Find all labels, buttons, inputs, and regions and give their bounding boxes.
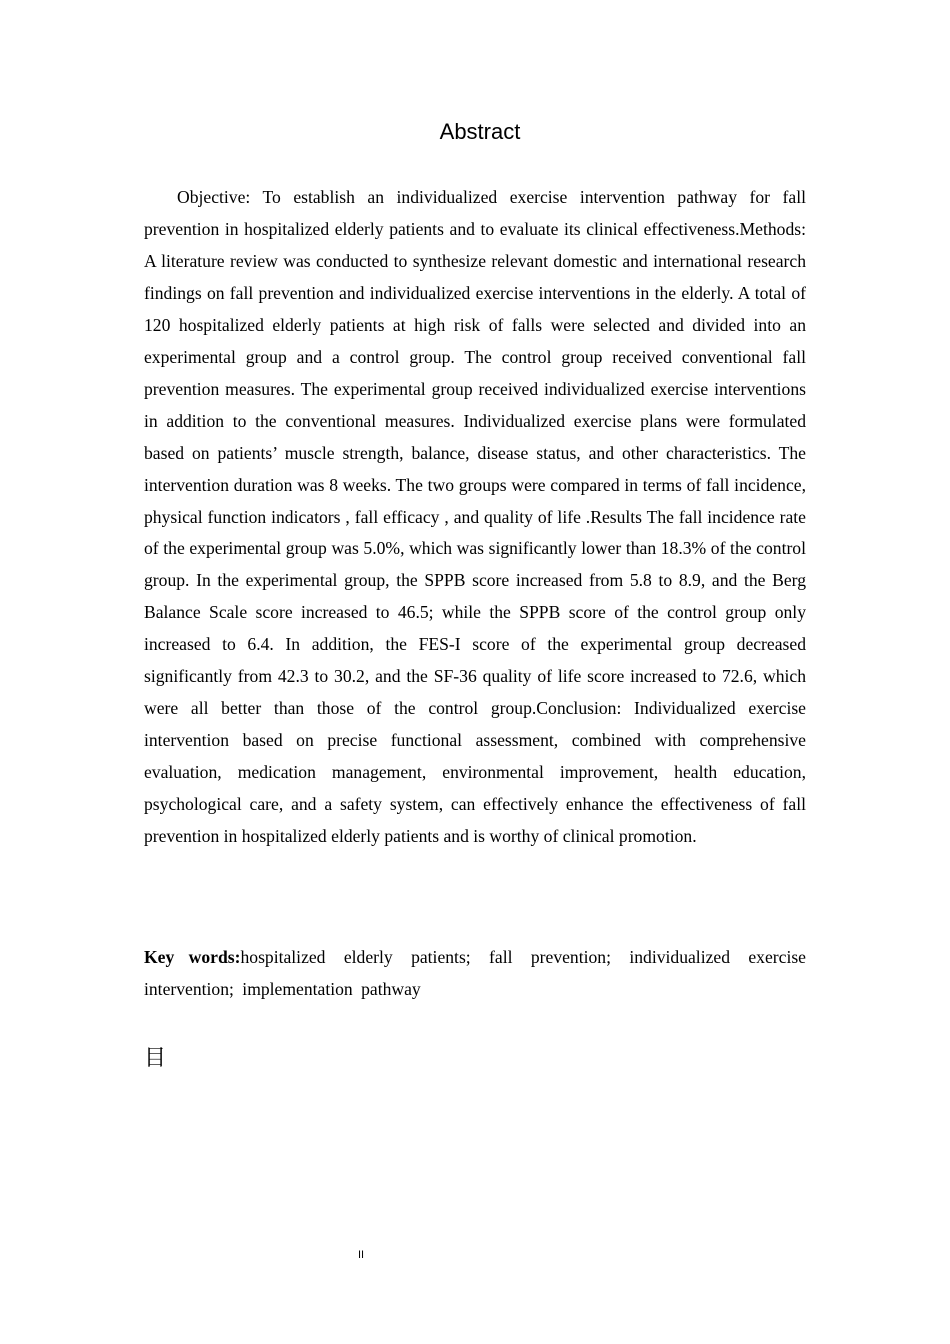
abstract-body: Objective: To establish an individualized exercise intervention pathway for fall prevention in hospitalized elderly patients and to evaluate its clinical effectiveness.Methods: A literature review was conducted to synthesize relevant domestic and international research findings on fall prevention and individualized exercise interventions in the elderly. A total of 120 hospitalized elderly patients at high risk of falls were selected and divided into an experimental group and a control group. The control group received conventional fall prevention measures. The experimental group received individualized exercise interventions in addition to the conventional measures. Individualized exercise plans were formulated based on patients’ muscle strength, balance, disease status, and other characteristics. The intervention duration was 8 weeks. The two groups were compared in terms of fall incidence, physical function indicators , fall efficacy , and quality of life .Results The fall incidence rate of the experimental group was 5.0%, which was significantly lower than 18.3% of the control group. In the experimental group, the SPPB score increased from 5.8 to 8.9, and the Berg Balance Scale score increased to 46.5; while the SPPB score of the control group only increased to 6.4. In addition, the FES-I score of the experimental group decreased significantly from 42.3 to 30.2, and the SF-36 quality of life score increased to 72.6, which were all better than those of the control group.Conclusion: Individualized exercise intervention based on precise functional assessment, combined with comprehensive evaluation, medication management, environmental improvement, health education, psychological care, and a safety system, can effectively enhance the effectiveness of fall prevention in hospitalized elderly patients and is worthy of clinical promotion. xyxy=(144,187,806,847)
toc-heading: 目 xyxy=(144,1046,167,1071)
page-number: II xyxy=(358,1249,365,1261)
abstract-title: Abstract xyxy=(439,119,521,144)
keywords-text: hospitalized elderly patients; fall prevention; individualized exercise intervention; implementation pathway xyxy=(144,947,806,999)
keywords-paragraph xyxy=(144,941,806,1005)
keywords-label: Key words: xyxy=(144,947,241,967)
